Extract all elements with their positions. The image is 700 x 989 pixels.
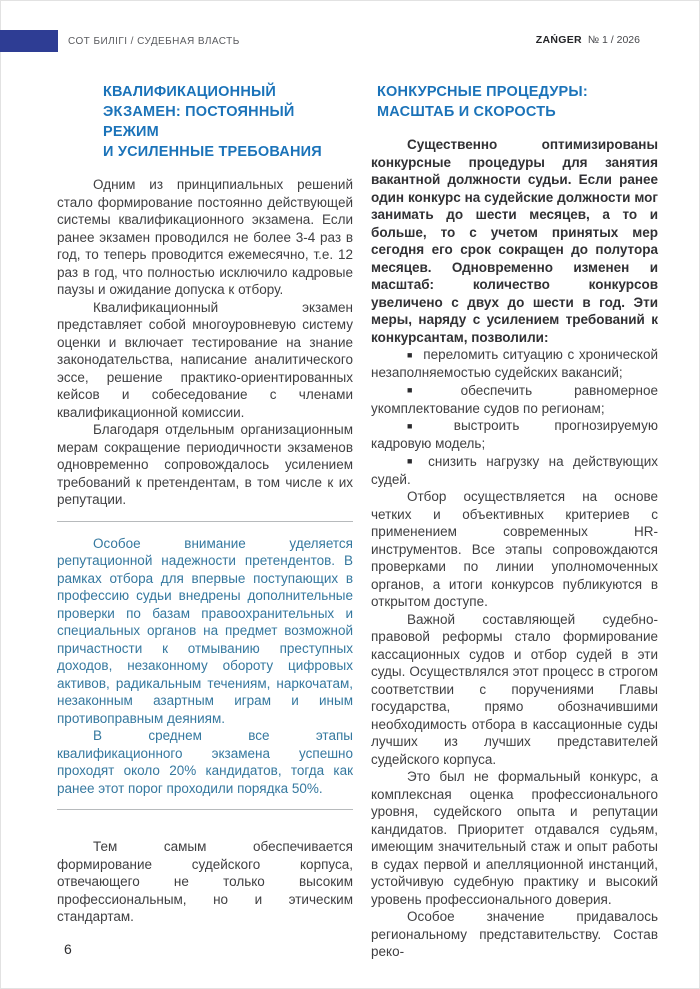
bullet-square-icon: ■ [407, 385, 451, 395]
bullet-item [371, 382, 658, 418]
heading-line: КОНКУРСНЫЕ ПРОЦЕДУРЫ: [377, 84, 588, 100]
bullet-item [371, 453, 658, 489]
bullet-text: переломить ситуацию с хронической незаполняемостью судейских вакансий; [371, 347, 658, 380]
paragraph: Это был не формальный конкурс, а комплексная оценка профессионального уровня, судейского опыта и репутации кандидатов. Приоритет отдавался судьям, имеющим значительный стаж и опыт работы в судах первой и апелляционной инстанций, устойчивую судебную практику и высокий уровень профессионального доверия. [371, 769, 658, 907]
heading-line: МАСШТАБ И СКОРОСТЬ [377, 104, 556, 120]
journal-name: ZAŃGER [535, 34, 582, 46]
right-article-heading [377, 82, 658, 122]
paragraph: Благодаря отдельным организационным мерам сокращение периодичности экзаменов одновременно сопровождалось усилением требований к претендентам, в том числе к их репутации. [57, 422, 353, 507]
issue-number: № 1 / 2026 [587, 34, 640, 46]
bullet-text: обеспечить равномерное укомплектование судов по регионам; [371, 382, 658, 416]
highlight-paragraph: В среднем все этапы квалификационного экзамена успешно проходят около 20% кандидатов, тогда как ранее этот порог проходили порядка 50%. [57, 728, 353, 796]
heading-line: И УСИЛЕННЫЕ ТРЕБОВАНИЯ [103, 144, 322, 160]
paragraph: Одним из принципиальных решений стало формирование постоянно действующей системы квалификационного экзамена. Если ранее экзамен проводился не более 3-4 раз в год, то теперь проводится ежемесячно, т.е. 12 раз в год, что полностью исключило кадровые паузы и ожидание допуска к отбору. [57, 177, 353, 297]
heading-line: ЭКЗАМЕН: ПОСТОЯННЫЙ РЕЖИМ [103, 104, 295, 140]
section-divider-top [57, 521, 353, 522]
bullet-text: снизить нагрузку на действующих судей. [371, 453, 658, 487]
paragraph: Важной составляющей судебно-правовой реформы стало формирование кассационных судов и отбор судей в эти суды. Осуществлялся этот процесс в строгом соответствии с поручениями Главы государства, прямо обозначившими необходимость отбора в кассационные суды лучших из лучших представителей судейского корпуса. [371, 611, 658, 767]
right-column [371, 82, 658, 961]
lead-paragraph: Существенно оптимизированы конкурсные процедуры для занятия вакантной должности судьи. Если ранее один конкурс на судейские должности мог занимать до шести месяцев, а то и больше, то с учетом принятых мер сегодня его срок сокращен до полутора месяцев. Одновременно изменен и масштаб: количество конкурсов увеличено с двух до шести в год. Эти меры, наряду с усилением требований к конкурсантам, позволили: [371, 137, 658, 345]
heading-line: КВАЛИФИКАЦИОННЫЙ [103, 84, 277, 100]
paragraph: Тем самым обеспечивается формирование судейского корпуса, отвечающего не только высоким профессиональным, но и этическим стандартам. [57, 839, 353, 924]
bullet-square-icon: ■ [407, 420, 444, 431]
page-footer [64, 941, 72, 959]
bullet-square-icon: ■ [407, 456, 419, 466]
header-accent-bar [0, 30, 58, 52]
running-section-title: СОТ БИЛІГІ / СУДЕБНАЯ ВЛАСТЬ [68, 36, 240, 47]
journal-issue-line [536, 34, 640, 46]
paragraph: Отбор осуществляется на основе четких и объективных критериев с применением современных HR-инструментов. Все этапы сопровождаются проверками по линии уполномоченных органов, а итоги конкурсов публикуются в открытом доступе. [371, 489, 658, 609]
highlight-paragraph: Особое внимание уделяется репутационной надежности претендентов. В рамках отбора для впервые поступающих в профессию судьи внедрены дополнительные проверки по базам правоохранительных и специальных органов на предмет возможной причастности к отмыванию преступных доходов, незаконному обороту цифровых активов, радикальным течениям, наркочатам, незаконным азартным играм и иным противоправным деяниям. [57, 535, 353, 726]
bullet-square-icon: ■ [407, 349, 414, 360]
bullet-item [371, 417, 658, 453]
left-article-heading [103, 82, 353, 162]
paragraph: Особое значение придавалось региональному представительству. Состав реко- [371, 909, 658, 959]
article-body [0, 52, 700, 961]
page-number: 6 [64, 941, 72, 957]
section-divider-bottom [57, 809, 353, 810]
paragraph: Квалификационный экзамен представляет собой многоуровневую систему оценки и включает тестирование на знание законодательства, написание аналитического эссе, решение практико-ориентированных кейсов и собеседование с членами квалификационной комиссии. [57, 299, 353, 420]
page-header [0, 0, 700, 52]
bullet-text: выстроить прогнозируемую кадровую модель; [371, 418, 658, 451]
left-column [57, 82, 353, 961]
bullet-item [371, 346, 658, 382]
